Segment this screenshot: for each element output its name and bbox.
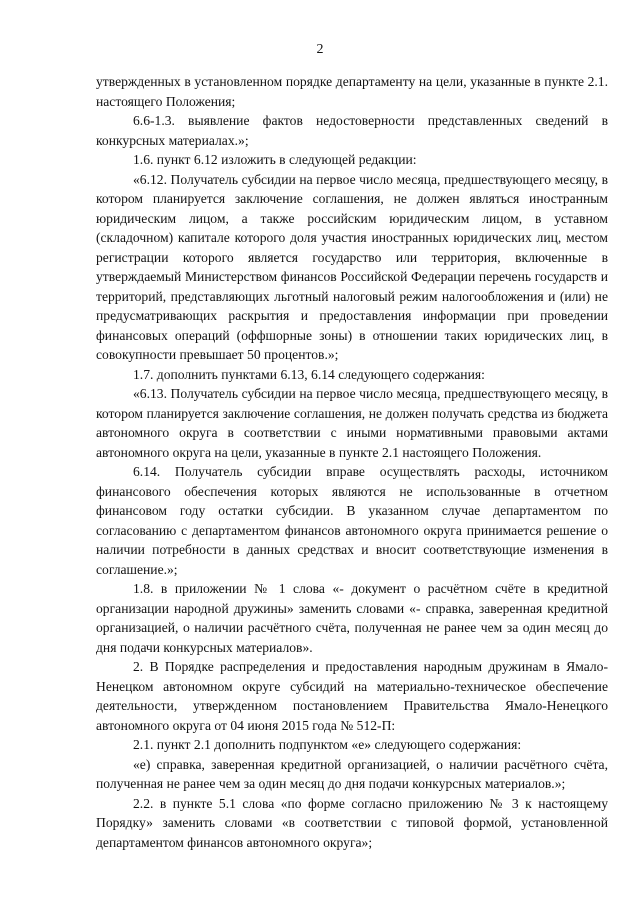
paragraph: 1.6. пункт 6.12 изложить в следующей редакции: — [133, 152, 417, 167]
paragraph: утвержденных в установленном порядке департаменту на цели, указанные в пункте 2.1. настоящего Положения; — [96, 74, 608, 109]
paragraph: «6.13. Получатель субсидии на первое число месяца, предшествующего месяцу, в котором планируется заключение соглашения, не должен получать средства из бюджета автономного округа в соответствии с иными нормативными правовыми актами автономного округа на цели, указанные в пункте 2.1 настоящего Положения. — [96, 386, 608, 460]
document-body — [96, 72, 608, 852]
page-number: 2 — [316, 42, 324, 57]
paragraph: 1.7. дополнить пунктами 6.13, 6.14 следующего содержания: — [133, 366, 485, 382]
paragraph: 6.6-1.3. выявление фактов недостоверности представленных сведений в конкурсных материалах.»; — [96, 113, 608, 148]
paragraph: «6.12. Получатель субсидии на первое число месяца, предшествующего месяцу, в котором планируется заключение соглашения, не должен являться иностранным юридическим лицом, а также российским юридическим лицом, в уставном (складочном) капитале которого доля участия иностранных юридических лиц, местом регистрации которого является государство или территория, включенные в утверждаемый Министерством финансов Российской Федерации перечень государств и территорий, представляющих льготный налоговый режим налогообложения и (или) не предусматривающих раскрытия и предоставления информации при проведении финансовых операций (оффшорные зоны) в отношении таких юридических лиц, в совокупности превышает 50 процентов.»; — [96, 171, 608, 362]
paragraph: «е) справка, заверенная кредитной организацией, о наличии расчётного счёта, полученная не ранее чем за один месяц до дня подачи конкурсных материалов.»; — [96, 756, 608, 791]
paragraph: 6.14. Получатель субсидии вправе осуществлять расходы, источником финансового обеспечения которых являются не использованные в отчетном финансовом году остатки субсидии. В указанном случае департаментом по согласованию с департаментом финансов автономного округа принимается решение о наличии потребности в данных средствах и вносит соответствующие изменения в соглашение.»; — [96, 464, 608, 577]
paragraph: 2. В Порядке распределения и предоставления народным дружинам в Ямало-Ненецком автономном округе субсидий на материально-техническое обеспечение деятельности, утвержденном постановлением Правительства Ямало-Ненецкого автономного округа от 04 июня 2015 года № 512-П: — [96, 659, 608, 733]
paragraph: 2.1. пункт 2.1 дополнить подпунктом «е» следующего содержания: — [133, 737, 522, 752]
paragraph: 1.8. в приложении № 1 слова «- документ о расчётном счёте в кредитной организации народной дружины» заменить словами «- справка, заверенная кредитной организацией, о наличии расчётного счёта, полученная не ранее чем за один месяц до дня подачи конкурсных материалов». — [96, 581, 608, 655]
paragraph: 2.2. в пункте 5.1 слова «по форме согласно приложению № 3 к настоящему Порядку» заменить словами «в соответствии с типовой формой, установленной департаментом финансов автономного округа»; — [96, 795, 608, 850]
